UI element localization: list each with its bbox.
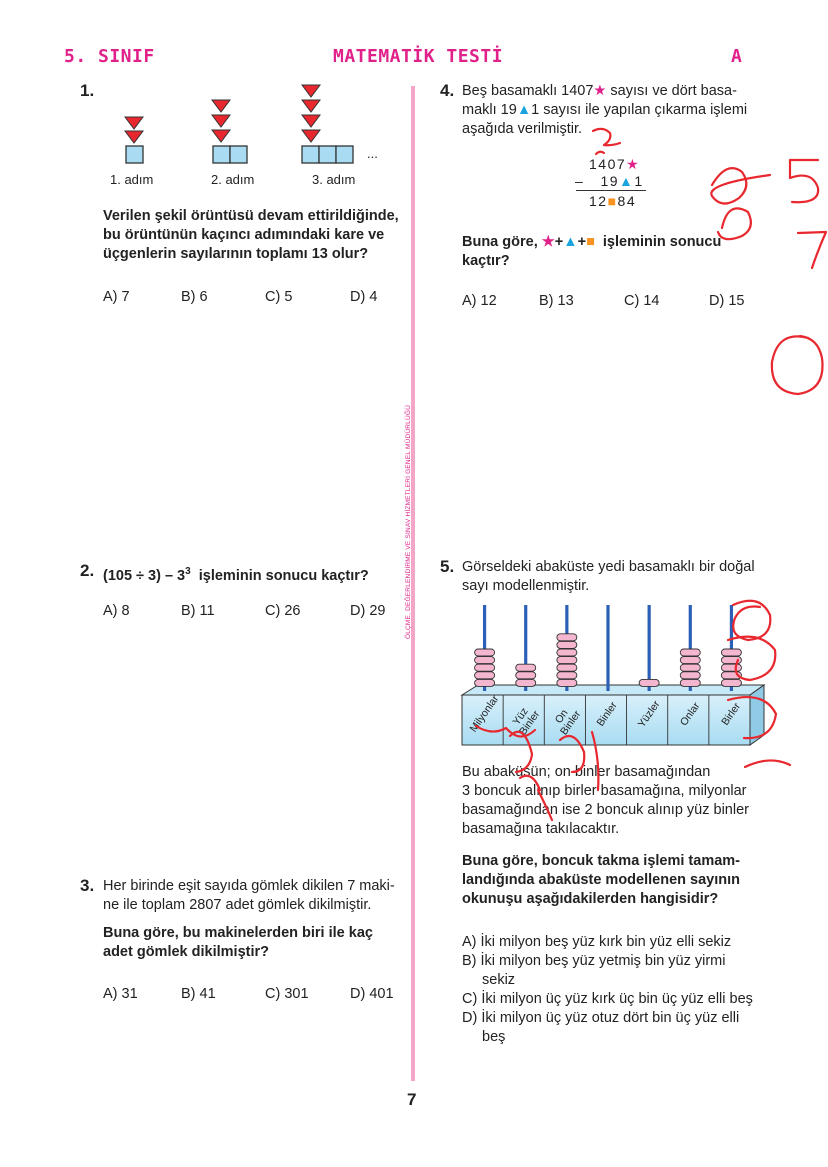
star-icon: ★ — [593, 83, 607, 99]
triangle-icon — [125, 131, 143, 143]
triangle-icon — [302, 115, 320, 127]
q1-pattern-figure — [105, 84, 395, 166]
q1-question: Verilen şekil örüntüsü devam ettirildiğinde, bu örüntünün kaçıncı adımındaki kare ve üçgenlerin sayılarının toplamı 13 olur? — [103, 208, 399, 262]
abacus-rod-label: Onlar — [677, 700, 703, 729]
star-icon: ★ — [626, 156, 641, 172]
q5-question: Buna göre, boncuk takma işlemi tamam- landığında abaküste modellenen sayının okunuşu aşağıdakilerden hangisidir? — [462, 853, 740, 907]
abacus-bead — [721, 679, 741, 686]
triangle-icon — [302, 100, 320, 112]
triangle-icon: ▲ — [563, 234, 578, 250]
q3-option-a[interactable]: A) 31 — [103, 986, 138, 1002]
q4-subtrahend: – 19▲1 — [575, 173, 644, 189]
q1-step-label: 2. adım — [211, 172, 255, 187]
subtraction-line — [576, 190, 646, 191]
q4-question: Buna göre, ★+▲+■ işleminin sonucu kaçtır? — [462, 234, 722, 269]
abacus-bead — [680, 672, 700, 679]
abacus-bead — [475, 664, 495, 671]
q4-text: Beş basamaklı 1407★ sayısı ve dört basa- maklı 19▲1 sayısı ile yapılan çıkarma işlemi aşağıda verilmiştir. — [462, 83, 748, 137]
abacus-bead — [475, 649, 495, 656]
q5-option-d-cont[interactable]: beş — [482, 1029, 506, 1045]
q4-option-d[interactable]: D) 15 — [709, 293, 745, 309]
triangle-icon — [302, 85, 320, 97]
q4-option-a[interactable]: A) 12 — [462, 293, 497, 309]
q3-option-c[interactable]: C) 301 — [265, 986, 309, 1002]
abacus-bead — [475, 657, 495, 664]
triangle-icon — [212, 100, 230, 112]
square-icon — [230, 146, 247, 163]
grade-label: 5. SINIF — [64, 46, 155, 67]
abacus-bead — [475, 672, 495, 679]
abacus-bead — [557, 679, 577, 686]
test-title: MATEMATİK TESTİ — [333, 46, 504, 67]
square-icon — [126, 146, 143, 163]
q4-number: 4. — [440, 81, 455, 100]
square-icon: ■ — [607, 193, 618, 209]
q2-option-b[interactable]: B) 11 — [181, 603, 215, 619]
square-icon — [213, 146, 230, 163]
star-icon: ★ — [541, 234, 555, 250]
abacus-bead — [721, 649, 741, 656]
abacus-bead — [721, 657, 741, 664]
q5-option-d[interactable]: D) İki milyon üç yüz otuz dört bin üç yüz elli — [462, 1010, 740, 1026]
abacus-bead — [516, 672, 536, 679]
q5-description: Bu abaküsün; on binler basamağından 3 boncuk alınıp birler basamağına, milyonlar basamağından ise 2 boncuk alınıp yüz binler basamağına takılacaktır. — [462, 764, 749, 837]
q4-difference: 12■84 — [589, 193, 637, 209]
abacus-bead — [557, 634, 577, 641]
abacus-bead — [557, 641, 577, 648]
q3-question: Buna göre, bu makinelerden biri ile kaç adet gömlek dikilmiştir? — [103, 925, 373, 960]
q4-option-b[interactable]: B) 13 — [539, 293, 574, 309]
q2-option-c[interactable]: C) 26 — [265, 603, 301, 619]
q3-option-b[interactable]: B) 41 — [181, 986, 216, 1002]
abacus-rod-label: On Binler — [553, 707, 584, 738]
q3-option-d[interactable]: D) 401 — [350, 986, 394, 1002]
abacus-bead — [680, 679, 700, 686]
abacus-bead — [557, 664, 577, 671]
booklet-letter: A — [731, 46, 743, 67]
abacus-bead — [557, 649, 577, 656]
q3-number: 3. — [80, 876, 95, 895]
abacus-bead — [557, 672, 577, 679]
abacus-bead — [721, 672, 741, 679]
q1-ellipsis: ... — [367, 146, 378, 161]
abacus-rod-label: Birler — [719, 700, 743, 728]
triangle-icon: ▲ — [619, 173, 635, 189]
q1-number: 1. — [80, 81, 95, 100]
q1-step-label: 1. adım — [110, 172, 154, 187]
triangle-icon — [212, 115, 230, 127]
q5-options — [462, 933, 782, 1047]
square-icon — [302, 146, 319, 163]
q5-intro: Görseldeki abaküste yedi basamaklı bir doğal sayı modellenmiştir. — [462, 559, 755, 594]
abacus-rod-label: Milyonlar — [467, 693, 502, 735]
triangle-icon: ▲ — [516, 102, 532, 118]
abacus-rod-label: Binler — [594, 699, 621, 729]
q5-option-c[interactable]: C) İki milyon üç yüz kırk üç bin üç yüz elli beş — [462, 991, 753, 1007]
q3-text: Her birinde eşit sayıda gömlek dikilen 7 maki- ne ile toplam 2807 adet gömlek dikilmiştir. — [103, 878, 395, 913]
abacus-bead — [680, 664, 700, 671]
page-number: 7 — [407, 1090, 417, 1109]
abacus-bead — [516, 679, 536, 686]
abacus-bead — [680, 657, 700, 664]
q1-option-c[interactable]: C) 5 — [265, 289, 293, 305]
abacus-bead — [639, 679, 659, 686]
q2-option-a[interactable]: A) 8 — [103, 603, 130, 619]
square-icon: ■ — [586, 234, 595, 250]
triangle-icon — [125, 117, 143, 129]
q2-number: 2. — [80, 561, 95, 580]
q5-number: 5. — [440, 557, 455, 576]
square-icon — [336, 146, 353, 163]
abacus-bead — [721, 664, 741, 671]
q5-option-b[interactable]: B) İki milyon beş yüz yetmiş bin yüz yirmi — [462, 953, 726, 969]
q2-option-d[interactable]: D) 29 — [350, 603, 386, 619]
abacus-bead — [680, 649, 700, 656]
q1-step-label: 3. adım — [312, 172, 356, 187]
side-text: ÖLÇME, DEĞERLENDİRME VE SINAV HİZMETLERİ GENEL MÜDÜRLÜĞÜ — [405, 405, 412, 640]
abacus-rod-label: Yüz Binler — [510, 705, 543, 738]
q5-option-a[interactable]: A) İki milyon beş yüz kırk bin yüz elli sekiz — [462, 934, 732, 950]
abacus-labels — [462, 695, 752, 745]
triangle-icon — [212, 130, 230, 142]
q1-option-d[interactable]: D) 4 — [350, 289, 378, 305]
abacus-rod-label: Yüzler — [635, 698, 663, 730]
q4-minuend: 1407★ — [589, 156, 641, 172]
q4-option-c[interactable]: C) 14 — [624, 293, 660, 309]
triangle-icon — [302, 130, 320, 142]
abacus-bead — [475, 679, 495, 686]
q1-option-a[interactable]: A) 7 — [103, 289, 130, 305]
q2-question: $(105 \div 3) - 3^3$ işleminin sonucu kaçtır? — [103, 566, 369, 584]
q1-option-b[interactable]: B) 6 — [181, 289, 208, 305]
abacus-bead — [516, 664, 536, 671]
q5-option-b-cont[interactable]: sekiz — [482, 972, 516, 988]
square-icon — [319, 146, 336, 163]
abacus-bead — [557, 657, 577, 664]
